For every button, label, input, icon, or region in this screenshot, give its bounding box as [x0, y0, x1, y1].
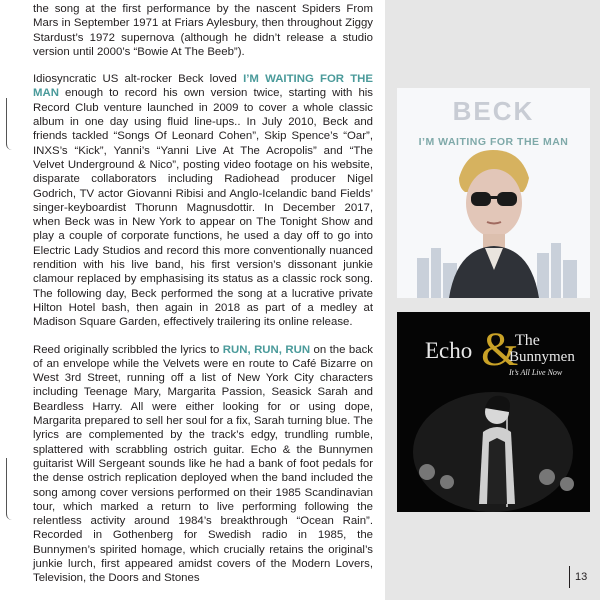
paragraph-text: on the back of an envelope while the Velvets were en route to Café Bizarre on West 3rd Street, running off a list of New York City characters including Teenage Mary, Margarita Passion, Seasick Sarah and Beardless Harry. All were either looking for or using dope, Margarita prepared to sell her soul for a fix, Sarah turning blue. The lyrics are complemented by the track’s edgy, trundling rumble, splattered with scrabbling ostrich guitar. Echo & the Bunnymen guitarist Will Sergeant sounds like he had a bank of foot pedals for the dense ostrich replication deployed when the band included the song among cover versions performed on their 1985 Scandinavian tour, which marked a return to live performing following the relentless activity around 1984’s breakthrough “Ocean Rain”. Recorded in Gothenberg for Swedish radio in 1985, the Bunnymen’s spirited homage, which crucially retains the original’s junkie lurch, first appeared amidst covers of the Modern Lovers, Television, the Doors and Stones [33, 343, 373, 585]
cover-artist-name: BECK [452, 96, 535, 126]
band-name-bunnymen: Bunnymen [509, 349, 575, 365]
song-title-highlight: RUN, RUN, RUN [222, 343, 311, 356]
cover-song-title: I’M WAITING FOR THE MAN [418, 136, 569, 148]
margin-bracket-mark [6, 98, 13, 150]
article-text [33, 0, 373, 599]
paragraph-text: enough to record his own version twice, starting with his Record Club venture launched in 2009 to cover a whole classic album in one day using fluid line-ups.. In July 2010, Beck and friends tackled “Songs Of Leonard Cohen”, Skip Spence’s “Oar”, INXS’s “Kick”, Yanni’s “Yanni Live At The Acropolis” and “The Velvet Underground & Nico”, posting video footage on his website, disparate collaborators including Radiohead producer Nigel Godrich, TV actor Giovanni Ribisi and Anglo-Icelandic band Fields’ singer-keyboardist Thorunn Magnusdottir. In December 2017, when Beck was in New York to appear on The Tonight Show and play a couple of corporate functions, he used a day off to go into Electric Lady Studios and record this more conventionally nuanced rendition with his live band, his first version’s dissonant junkie clamour replaced by emphasising its status as a classic rock song. The following day, Beck performed the song at a lucrative private Hilton Hotel bash, then again in 2018 as part of a medley at Madison Square Garden, effectively trailering its online release. [33, 87, 373, 329]
band-name-ampersand: & [481, 323, 519, 376]
band-name-echo: Echo [425, 338, 473, 363]
page-number-divider [569, 566, 570, 588]
beck-portrait-illustration [397, 88, 590, 298]
paragraph-text: Reed originally scribbled the lyrics to [33, 343, 223, 356]
paragraph-text: the song at the first performance by the nascent Spiders From Mars in September 1971 at Friars Aylesbury, then throughout Ziggy Stardust’s 1972 supernova (although he didn’t release a studio version until 2000’s “Bowie At The Beeb”). [33, 3, 373, 58]
page-number: 13 [575, 571, 588, 583]
paragraph-run-run-run [33, 343, 373, 586]
paragraph [33, 2, 373, 59]
echo-bunnymen-album-cover [397, 312, 590, 512]
paragraph-text: Idiosyncratic US alt-rocker Beck loved [33, 73, 244, 86]
beck-album-cover [397, 88, 590, 298]
album-subtitle: It’s All Live Now [509, 368, 563, 377]
paragraph-beck [33, 72, 373, 329]
band-name-the: The [515, 332, 540, 349]
margin-bracket-mark [6, 458, 13, 520]
song-title-highlight: I’M WAITING FOR THE MAN [33, 73, 373, 100]
